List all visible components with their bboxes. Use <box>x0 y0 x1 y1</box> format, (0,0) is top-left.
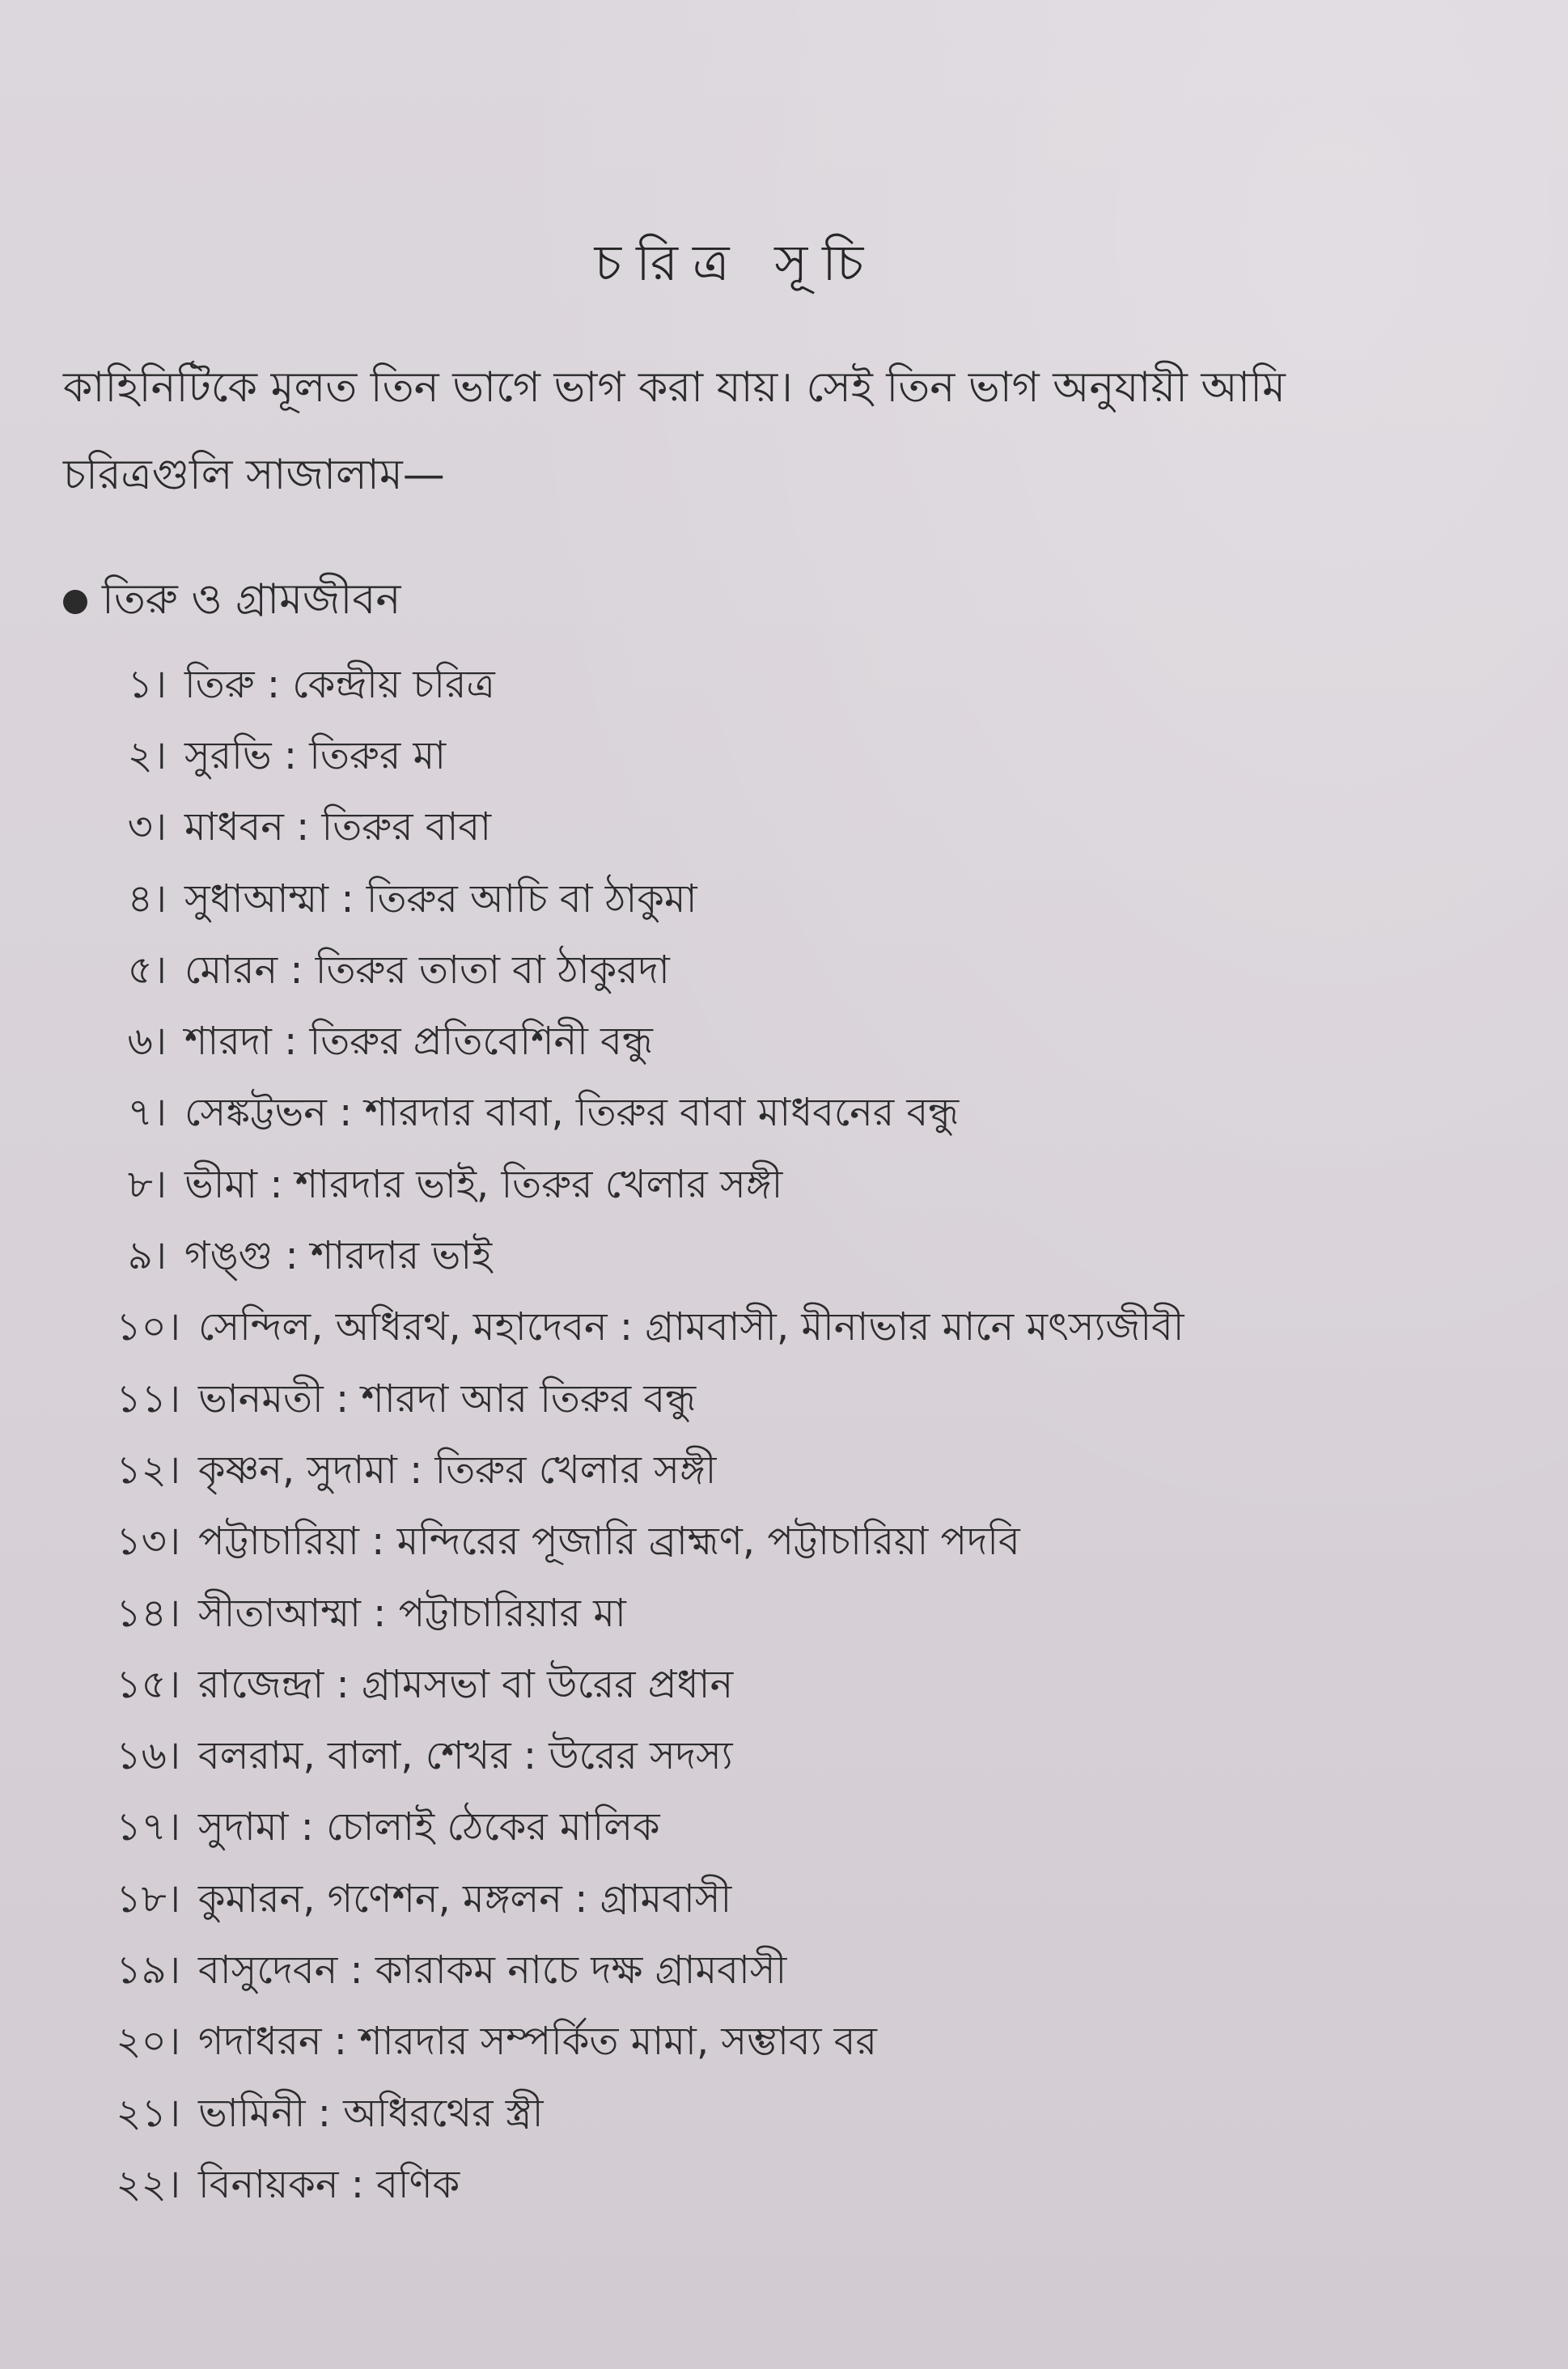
item-number: ৫। <box>127 947 167 993</box>
item-number: ৭। <box>127 1090 167 1136</box>
item-text: সীতাআম্মা : পট্টাচারিয়ার মা <box>198 1590 626 1636</box>
item-number: ১৬। <box>116 1733 180 1779</box>
item-text: গঙ্গু : শারদার ভাই <box>184 1233 493 1279</box>
list-item <box>81 1866 1473 1937</box>
item-number: ১৩। <box>116 1519 180 1565</box>
list-item <box>81 2009 1473 2080</box>
item-text: বলরাম, বালা, শেখর : উরের সদস্য <box>198 1733 733 1779</box>
page-title: চরিত্র সূচি <box>594 233 879 292</box>
item-text: গদাধরন : শারদার সম্পর্কিত মামা, সম্ভাব্য বর <box>198 2019 877 2065</box>
item-number: ২০। <box>116 2019 180 2065</box>
item-number: ১৭। <box>116 1804 180 1850</box>
list-item <box>81 937 1473 1008</box>
list-item <box>81 1008 1473 1079</box>
list-item <box>81 1080 1473 1151</box>
item-number: ১২। <box>116 1447 180 1493</box>
item-text: কুমারন, গণেশন, মঙ্গলন : গ্রামবাসী <box>198 1875 732 1922</box>
item-text: সেন্দিল, অধিরথ, মহাদেবন : গ্রামবাসী, মীনাভার মানে মৎস্যজীবী <box>198 1304 1184 1350</box>
item-text: বিনায়কন : বণিক <box>198 2161 460 2207</box>
item-number: ১১। <box>116 1375 180 1422</box>
section-heading <box>63 566 400 637</box>
item-number: ১৮। <box>116 1875 180 1922</box>
item-number: ২। <box>127 732 167 778</box>
item-text: সুদামা : চোলাই ঠেকের মালিক <box>198 1804 660 1850</box>
item-text: সেঙ্কট্টভন : শারদার বাবা, তিরুর বাবা মাধবনের বন্ধু <box>184 1090 960 1136</box>
item-number: ১। <box>127 661 167 707</box>
list-item <box>81 1795 1473 1866</box>
intro-paragraph: কাহিনিটিকে মূলত তিন ভাগে ভাগ করা যায়। সেই তিন ভাগ অনুযায়ী আমি চরিত্রগুলি সাজালাম— <box>63 363 1286 499</box>
item-number: ১৪। <box>116 1590 180 1636</box>
item-text: ভীমা : শারদার ভাই, তিরুর খেলার সঙ্গী <box>184 1161 783 1207</box>
list-item <box>81 795 1473 866</box>
list-item <box>81 1295 1473 1366</box>
item-text: শারদা : তিরুর প্রতিবেশিনী বন্ধু <box>184 1019 653 1065</box>
list-item <box>81 723 1473 794</box>
item-number: ১৯। <box>116 1947 180 1993</box>
item-text: পট্টাচারিয়া : মন্দিরের পূজারি ব্রাহ্মণ, পট্টাচারিয়া পদবি <box>198 1519 1020 1565</box>
item-text: মাধবন : তিরুর বাবা <box>184 804 492 850</box>
item-number: ১০। <box>116 1304 180 1350</box>
bullet-icon <box>63 590 87 614</box>
item-text: তিরু : কেন্দ্রীয় চরিত্র <box>184 661 495 707</box>
item-number: ৬। <box>127 1019 167 1065</box>
list-item <box>81 1723 1473 1794</box>
list-item <box>81 1151 1473 1223</box>
item-number: ৯। <box>127 1233 167 1279</box>
list-item <box>81 2151 1473 2223</box>
list-item <box>81 1651 1473 1723</box>
item-number: ৪। <box>127 875 167 922</box>
item-text: বাসুদেবন : কারাকম নাচে দক্ষ গ্রামবাসী <box>198 1947 787 1993</box>
list-item <box>81 1223 1473 1294</box>
item-text: কৃষ্ণন, সুদামা : তিরুর খেলার সঙ্গী <box>198 1447 717 1493</box>
list-item <box>81 1509 1473 1580</box>
list-item <box>81 1937 1473 2008</box>
list-item <box>81 651 1473 723</box>
item-text: সুধাআম্মা : তিরুর আচি বা ঠাকুমা <box>184 875 697 922</box>
section-heading-text: তিরু ও গ্রামজীবন <box>102 575 401 624</box>
item-text: মোরন : তিরুর তাতা বা ঠাকুরদা <box>184 947 670 993</box>
list-item <box>81 1366 1473 1437</box>
list-item <box>81 2080 1473 2151</box>
item-number: ১৫। <box>116 1661 180 1707</box>
item-number: ২২। <box>116 2161 180 2207</box>
item-text: সুরভি : তিরুর মা <box>184 732 447 778</box>
item-text: রাজেন্দ্রা : গ্রামসভা বা উরের প্রধান <box>198 1661 734 1707</box>
item-text: ভানমতী : শারদা আর তিরুর বন্ধু <box>198 1375 697 1422</box>
list-item <box>81 1580 1473 1651</box>
list-item <box>81 1437 1473 1508</box>
item-text: ভামিনী : অধিরথের স্ত্রী <box>198 2090 544 2136</box>
character-list <box>81 651 1473 2223</box>
list-item <box>81 866 1473 937</box>
item-number: ২১। <box>116 2090 180 2136</box>
item-number: ৮। <box>127 1161 167 1207</box>
item-number: ৩। <box>127 804 167 850</box>
